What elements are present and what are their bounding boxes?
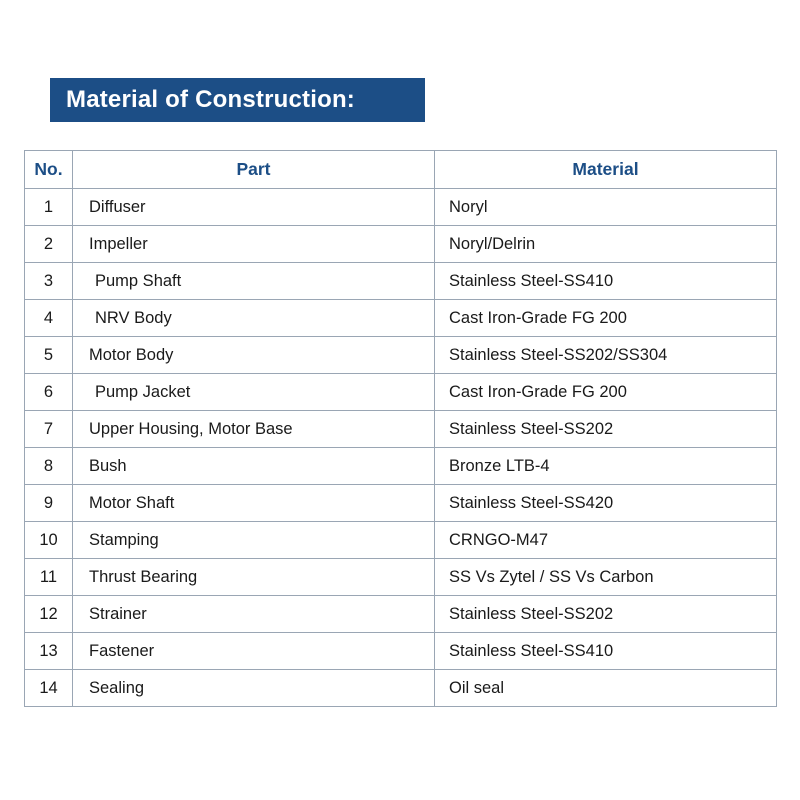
- cell-material: Stainless Steel-SS410: [435, 633, 777, 670]
- cell-material: Stainless Steel-SS202/SS304: [435, 337, 777, 374]
- cell-part: Pump Jacket: [73, 374, 435, 411]
- table-header-row: [25, 151, 777, 189]
- table-row: [25, 337, 777, 374]
- cell-part: Impeller: [73, 226, 435, 263]
- cell-part: Upper Housing, Motor Base: [73, 411, 435, 448]
- cell-no: 1: [25, 189, 73, 226]
- table-row: [25, 448, 777, 485]
- table-row: [25, 411, 777, 448]
- page-title: Material of Construction:: [66, 86, 356, 113]
- page-title-banner: [50, 78, 425, 122]
- material-of-construction-table-wrapper: [24, 150, 776, 707]
- cell-material: Oil seal: [435, 670, 777, 707]
- table-row: [25, 485, 777, 522]
- table-row: [25, 263, 777, 300]
- cell-no: 2: [25, 226, 73, 263]
- table-row: [25, 522, 777, 559]
- cell-part: Bush: [73, 448, 435, 485]
- table-row: [25, 189, 777, 226]
- table-row: [25, 300, 777, 337]
- cell-no: 11: [25, 559, 73, 596]
- cell-material: CRNGO-M47: [435, 522, 777, 559]
- cell-no: 8: [25, 448, 73, 485]
- cell-material: Stainless Steel-SS202: [435, 596, 777, 633]
- table-body: [25, 189, 777, 707]
- column-header-material: Material: [435, 151, 777, 189]
- cell-material: Stainless Steel-SS410: [435, 263, 777, 300]
- cell-part: Diffuser: [73, 189, 435, 226]
- cell-material: Cast Iron-Grade FG 200: [435, 374, 777, 411]
- cell-part: Motor Shaft: [73, 485, 435, 522]
- material-of-construction-table: [24, 150, 777, 707]
- cell-material: SS Vs Zytel / SS Vs Carbon: [435, 559, 777, 596]
- cell-no: 6: [25, 374, 73, 411]
- cell-material: Stainless Steel-SS202: [435, 411, 777, 448]
- table-row: [25, 374, 777, 411]
- table-header: [25, 151, 777, 189]
- cell-material: Stainless Steel-SS420: [435, 485, 777, 522]
- cell-part: Stamping: [73, 522, 435, 559]
- cell-no: 4: [25, 300, 73, 337]
- table-row: [25, 226, 777, 263]
- cell-part: Strainer: [73, 596, 435, 633]
- cell-no: 3: [25, 263, 73, 300]
- cell-part: Pump Shaft: [73, 263, 435, 300]
- column-header-part: Part: [73, 151, 435, 189]
- cell-no: 5: [25, 337, 73, 374]
- table-row: [25, 633, 777, 670]
- cell-part: NRV Body: [73, 300, 435, 337]
- column-header-no: No.: [25, 151, 73, 189]
- cell-no: 12: [25, 596, 73, 633]
- cell-part: Thrust Bearing: [73, 559, 435, 596]
- cell-no: 7: [25, 411, 73, 448]
- cell-material: Noryl/Delrin: [435, 226, 777, 263]
- table-row: [25, 670, 777, 707]
- table-row: [25, 559, 777, 596]
- cell-material: Bronze LTB-4: [435, 448, 777, 485]
- cell-material: Cast Iron-Grade FG 200: [435, 300, 777, 337]
- cell-material: Noryl: [435, 189, 777, 226]
- cell-part: Motor Body: [73, 337, 435, 374]
- cell-no: 9: [25, 485, 73, 522]
- cell-part: Sealing: [73, 670, 435, 707]
- cell-no: 10: [25, 522, 73, 559]
- table-row: [25, 596, 777, 633]
- cell-part: Fastener: [73, 633, 435, 670]
- cell-no: 13: [25, 633, 73, 670]
- cell-no: 14: [25, 670, 73, 707]
